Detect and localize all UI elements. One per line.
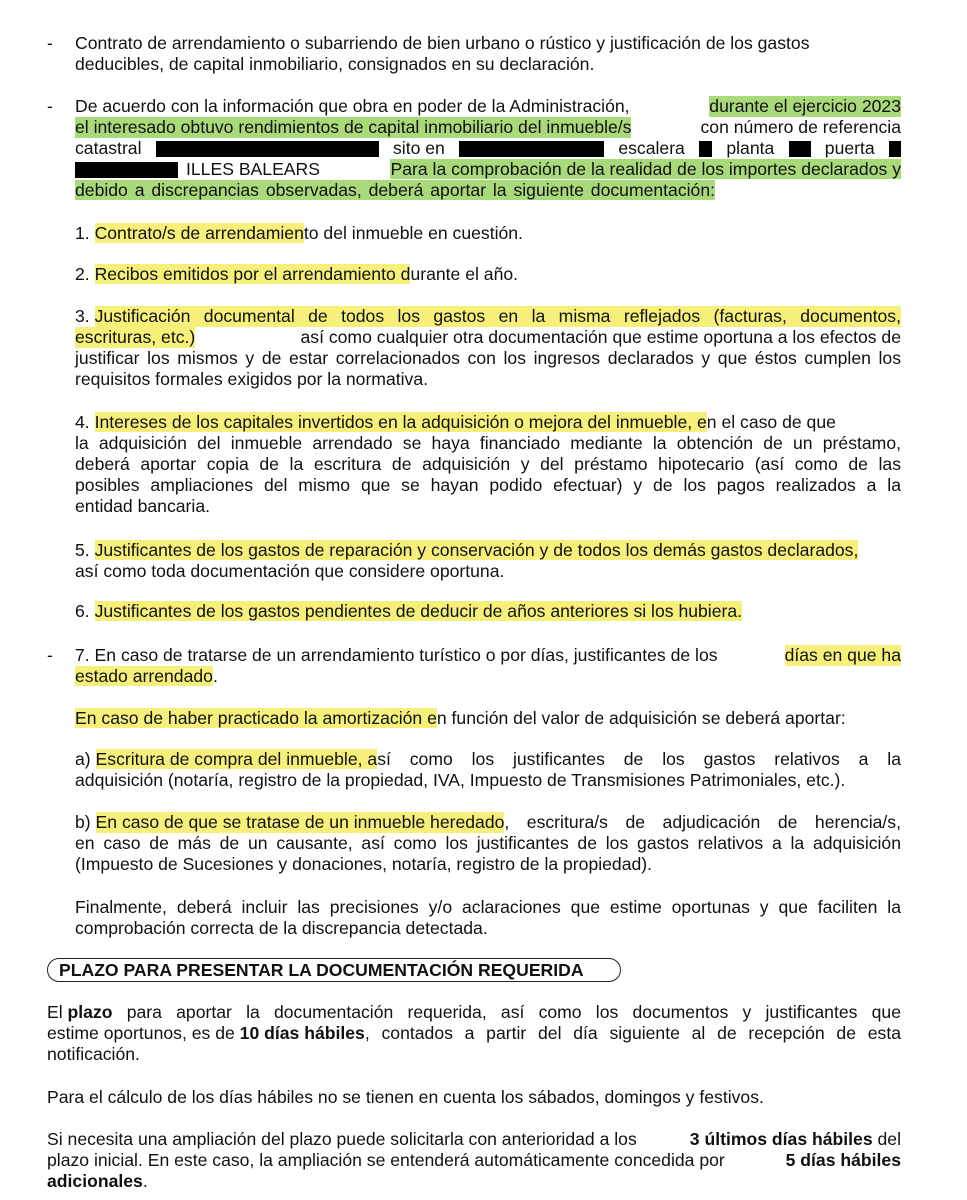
list-item-2: 2. Recibos emitidos por el arrendamiento durante el año. (75, 264, 519, 284)
paragraph-plazo: El plazo para aportar la documentación requerida, así como los documentos y justificantes que estime oportunos, es de 10 días hábiles , contados a partir del día siguiente al de recepción de esta notificación. (47, 1002, 901, 1064)
list-dash: - (47, 33, 53, 53)
list-item-b: b) En caso de que se tratase de un inmueble heredado , escritura/s de adjudicación de herencia/s, en caso de más de un causante, así como los justificantes de los gastos relativos a la adquisición (Impuesto de Sucesiones y donaciones, notaría, registro de la propiedad). (75, 812, 901, 874)
list-dash: - (47, 96, 53, 116)
redacted-box (789, 141, 811, 157)
list-item-a: a) Escritura de compra del inmueble, a sí como los justificantes de los gastos relativos a la adquisición (notaría, registro de la propiedad, IVA, Impuesto de Transmisiones Patrimoniales, etc.). (75, 749, 901, 790)
paragraph-finalmente: Finalmente, deberá incluir las precisiones y/o aclaraciones que estime oportunas y que faciliten la comprobación correcta de la discrepancia detectada. (75, 897, 901, 938)
list-item-3: 3. Justificación documental de todos los gastos en la misma reflejados (facturas, documentos, escrituras, etc.) así como cualquier otra documentación que estime oportuna a los efectos de justificar los mismos y de estar correlacionados con los ingresos declarados y que éstos cumplen los requisitos formales exigidos por la normativa. (75, 306, 901, 389)
paragraph-amortizacion: En caso de haber practicado la amortización en función del valor de adquisición se deberá aportar: (75, 708, 846, 728)
list-item-5: 5. Justificantes de los gastos de reparación y conservación y de todos los demás gastos declarados, así como toda documentación que considere oportuna. (75, 540, 859, 581)
list-item-6: 6. Justificantes de los gastos pendientes de deducir de años anteriores si los hubiera. (75, 601, 743, 621)
redacted-box (75, 162, 178, 178)
list-item-7: 7. En caso de tratarse de un arrendamiento turístico o por días, justificantes de los días en que ha estado arrendado. (75, 645, 901, 686)
paragraph-ampliacion: Si necesita una ampliación del plazo puede solicitarla con anterioridad a los 3 últimos días hábiles del plazo inicial. En este caso, la ampliación se entenderá automáticamente concedida por 5 días hábiles adicionales. (47, 1129, 901, 1191)
section-heading-plazo: PLAZO PARA PRESENTAR LA DOCUMENTACIÓN REQUERIDA (47, 958, 621, 982)
redacted-box (699, 141, 712, 157)
redacted-box (889, 141, 901, 157)
list-item-4: 4. Intereses de los capitales invertidos en la adquisición o mejora del inmueble, en el caso de que la adquisición del inmueble arrendado se haya financiado mediante la obtención de un préstamo, deberá aportar copia de la escritura de adquisición y del préstamo hipotecario (así como de las posibles ampliaciones del mismo que se hayan podido efectuar) y de los pagos realizados a la entidad bancaria. (75, 412, 901, 516)
paragraph-administracion: De acuerdo con la información que obra en poder de la Administración, durante el ejercicio 2023 el interesado obtuvo rendimientos de capital inmobiliario del inmueble/s con número de referencia catastral sito en escalera planta puerta ILLES BALEARS Para la comprobación de la realidad de los importes declarados y debido a discrepancias observadas, deberá aportar la siguiente documentación: (75, 96, 901, 200)
paragraph-contrato: Contrato de arrendamiento o subarriendo de bien urbano o rústico y justificación de los gastos deducibles, de capital inmobiliario, consignados en su declaración. (75, 33, 810, 74)
list-dash: - (47, 645, 53, 665)
redacted-box (156, 141, 379, 157)
redacted-box (459, 141, 604, 157)
paragraph-dias-habiles: Para el cálculo de los días hábiles no se tienen en cuenta los sábados, domingos y festivos. (47, 1087, 764, 1107)
list-item-1: 1. Contrato/s de arrendamiento del inmueble en cuestión. (75, 223, 523, 243)
